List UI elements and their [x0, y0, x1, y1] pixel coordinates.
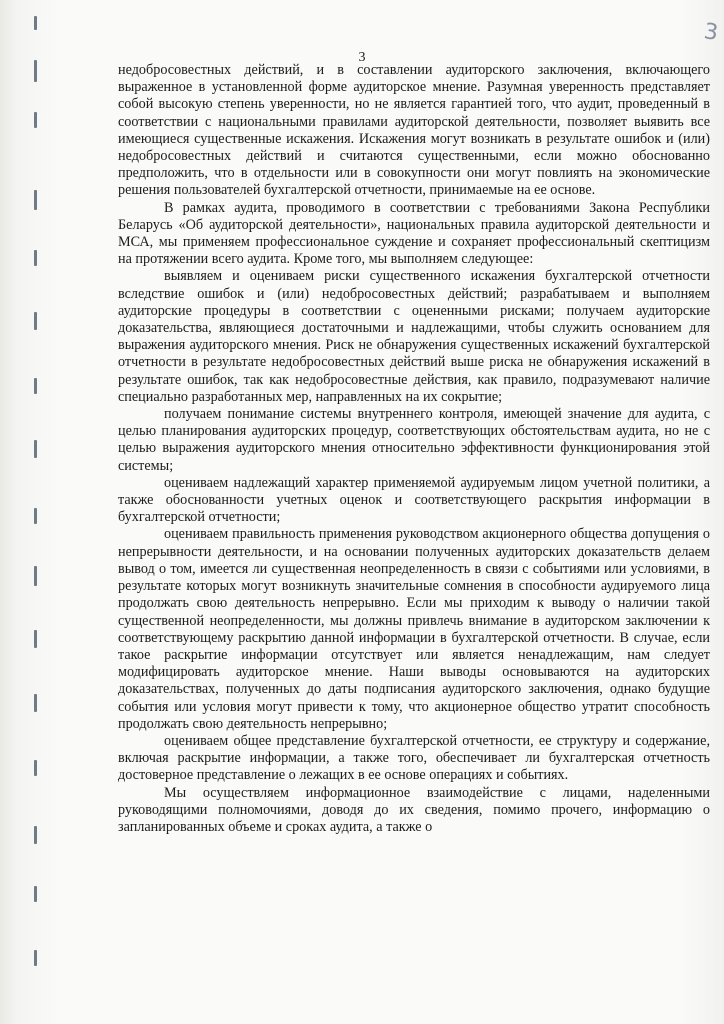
binding-mark [34, 378, 37, 394]
paragraph: выявляем и оцениваем риски существенного искажения бухгалтерской отчетности вследствие ошибок и (или) недобросовестных действий; разрабатываем и выполняем аудиторские процедуры в соответствии с оцененными рисками; получаем аудиторские доказательства, являющиеся достаточными и надлежащими, чтобы служить основанием для выражения аудиторского мнения. Риск не обнаружения существенных искажений бухгалтерской отчетности в результате недобросовестных действий выше риска не обнаружения искажений в результате ошибок, так как недобросовестные действия, как правило, подразумевают наличие специально разработанных мер, направленных на их сокрытие; [118, 268, 710, 405]
binding-mark [34, 760, 37, 776]
page-number: 3 [358, 50, 366, 65]
binding-mark [34, 694, 37, 712]
paragraph: получаем понимание системы внутреннего контроля, имеющей значение для аудита, с целью планирования аудиторских процедур, соответствующих обстоятельствам аудита, но не с целью выражения аудиторского мнения относительно эффективности функционирования этой системы; [118, 406, 710, 474]
binding-mark [34, 886, 37, 902]
binding-mark [34, 826, 37, 844]
binding-mark [34, 112, 37, 128]
handwritten-page-mark: 3 [702, 19, 720, 46]
paragraph: оцениваем правильность применения руководством акционерного общества допущения о непрерывности деятельности, и на основании полученных аудиторских доказательств делаем вывод о том, имеется ли существенная неопределенность в связи с событиями или условиями, в результате которых могут возникнуть значительные сомнения в способности аудируемого лица продолжать свою деятельность непрерывно. Если мы приходим к выводу о наличии такой существенной неопределенности, мы должны привлечь внимание в аудиторском заключении к соответствующему раскрытию данной информации в бухгалтерской отчетности. В случае, если такое раскрытие информации отсутствует или является ненадлежащим, нам следует модифицировать аудиторское мнение. Наши выводы основываются на аудиторских доказательствах, полученных до даты подписания аудиторского заключения, однако будущие события или условия могут привести к тому, что акционерное общество утратит способность продолжать свою деятельность непрерывно; [118, 526, 710, 732]
paragraph: оцениваем надлежащий характер применяемой аудируемым лицом учетной политики, а также обоснованности учетных оценок и соответствующего раскрытия информации в бухгалтерской отчетности; [118, 474, 710, 526]
binding-mark [34, 190, 37, 210]
binding-mark [34, 312, 37, 330]
paragraph: недобросовестных действий, и в составлении аудиторского заключения, включающего выраженное в установленной форме аудиторское мнение. Разумная уверенность представляет собой высокую степень уверенности, но не является гарантией того, что аудит, проведенный в соответствии с национальными правилами аудиторской деятельности, позволяет выявить все имеющиеся существенные искажения. Искажения могут возникать в результате ошибок и (или) недобросовестных действий и считаются существенными, если можно обоснованно предположить, что в отдельности или в совокупности они могут повлиять на экономические решения пользователей бухгалтерской отчетности, принимаемые на ее основе. [118, 62, 710, 199]
paragraph: оцениваем общее представление бухгалтерской отчетности, ее структуру и содержание, включая раскрытие информации, а также того, обеспечивает ли бухгалтерская отчетность достоверное представление о лежащих в ее основе операциях и событиях. [118, 732, 710, 784]
paragraph: В рамках аудита, проводимого в соответствии с требованиями Закона Республики Беларусь «Об аудиторской деятельности», национальных правила аудиторской деятельности и МСА, мы применяем профессиональное суждение и сохраняет профессиональный скептицизм на протяжении всего аудита. Кроме того, мы выполняем следующее: [118, 199, 710, 268]
binding-mark [34, 630, 37, 648]
binding-mark [34, 508, 37, 524]
binding-mark [34, 950, 37, 966]
binding-mark [34, 566, 37, 586]
paragraph: Мы осуществляем информационное взаимодействие с лицами, наделенными руководящими полномочиями, доводя до их сведения, помимо прочего, информацию о запланированных объеме и сроках аудита, а также о [118, 784, 710, 835]
binding-mark [34, 250, 37, 266]
binding-strip [30, 0, 44, 1024]
binding-mark [34, 16, 37, 30]
binding-mark [34, 440, 37, 458]
document-body [118, 62, 710, 836]
